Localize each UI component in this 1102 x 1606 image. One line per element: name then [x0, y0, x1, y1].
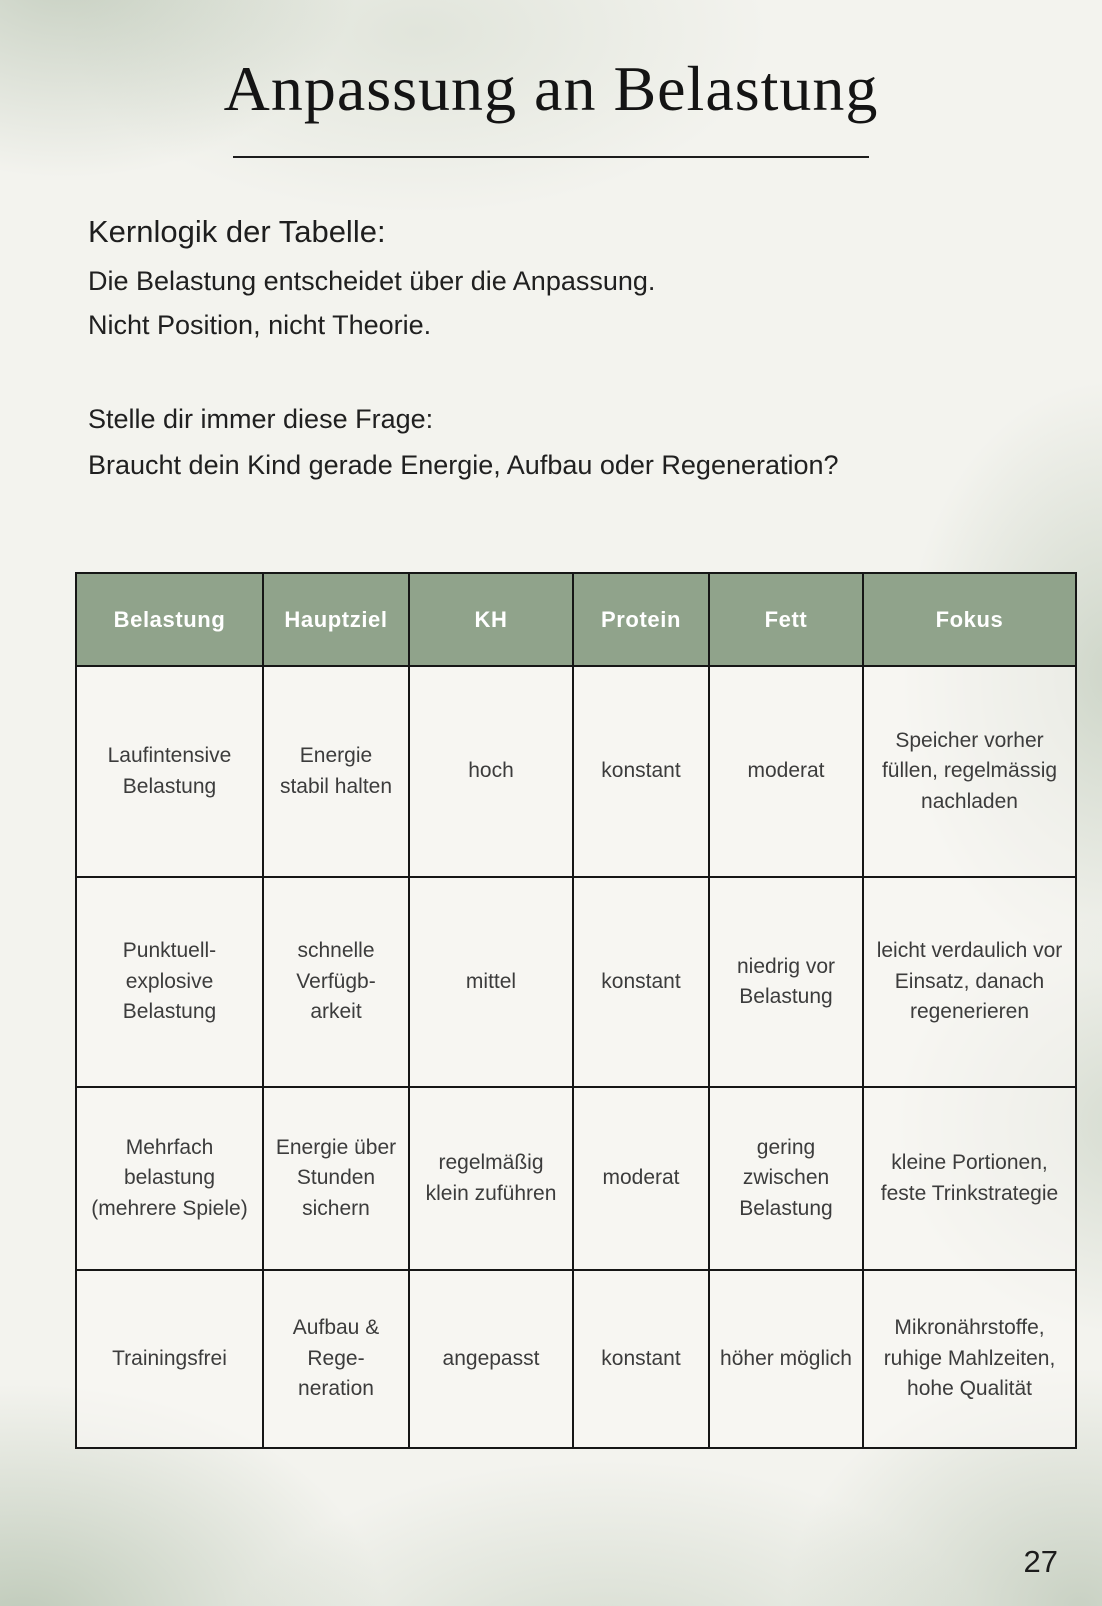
table-cell: Energie über Stunden sichern: [263, 1087, 409, 1270]
table-cell: angepasst: [409, 1270, 573, 1448]
table-cell: Mehrfach belastung (mehrere Spiele): [76, 1087, 263, 1270]
nutrition-table: [75, 572, 1077, 1449]
table-cell: Energie stabil halten: [263, 666, 409, 877]
table-row: [76, 1087, 1076, 1270]
table-header-fett: Fett: [709, 573, 863, 666]
table-cell: Aufbau & Rege- neration: [263, 1270, 409, 1448]
table-cell: Trainingsfrei: [76, 1270, 263, 1448]
table-cell: Mikronährstoffe, ruhige Mahlzeiten, hohe Qualität: [863, 1270, 1076, 1448]
table-cell: höher möglich: [709, 1270, 863, 1448]
table-cell: schnelle Verfügb-arkeit: [263, 877, 409, 1087]
intro-heading: Kernlogik der Tabelle:: [88, 214, 386, 249]
table-cell: moderat: [573, 1087, 709, 1270]
table-header-protein: Protein: [573, 573, 709, 666]
table-header-hauptziel: Hauptziel: [263, 573, 409, 666]
title-divider: [233, 156, 869, 158]
question-lead: Stelle dir immer diese Frage:: [88, 404, 434, 435]
table-row: [76, 666, 1076, 877]
page-number: 27: [1023, 1544, 1058, 1579]
table-header-row: [76, 573, 1076, 666]
table-cell: regelmäßig klein zuführen: [409, 1087, 573, 1270]
intro-section: [88, 214, 1042, 347]
table-cell: konstant: [573, 1270, 709, 1448]
table-cell: Punktuell-explosive Belastung: [76, 877, 263, 1087]
table-cell: Speicher vorher füllen, regelmässig nachladen: [863, 666, 1076, 877]
page-title: Anpassung an Belastung: [223, 53, 879, 124]
table-row: [76, 1270, 1076, 1448]
table-row: [76, 877, 1076, 1087]
table-cell: gering zwischen Belastung: [709, 1087, 863, 1270]
table-cell: hoch: [409, 666, 573, 877]
table-cell: Laufintensive Belastung: [76, 666, 263, 877]
table-cell: niedrig vor Belastung: [709, 877, 863, 1087]
table-cell: kleine Portionen, feste Trinkstrategie: [863, 1087, 1076, 1270]
table-cell: konstant: [573, 877, 709, 1087]
table-header-belastung: Belastung: [76, 573, 263, 666]
intro-line-2: Nicht Position, nicht Theorie.: [88, 309, 432, 340]
question-text: Braucht dein Kind gerade Energie, Aufbau oder Regeneration?: [88, 450, 839, 481]
table-header-fokus: Fokus: [863, 573, 1076, 666]
table-cell: leicht verdaulich vor Einsatz, danach regenerieren: [863, 877, 1076, 1087]
intro-line-1: Die Belastung entscheidet über die Anpassung.: [88, 266, 656, 296]
table-cell: mittel: [409, 877, 573, 1087]
table-cell: konstant: [573, 666, 709, 877]
table-cell: moderat: [709, 666, 863, 877]
question-section: [88, 397, 1042, 489]
table-header-kh: KH: [409, 573, 573, 666]
